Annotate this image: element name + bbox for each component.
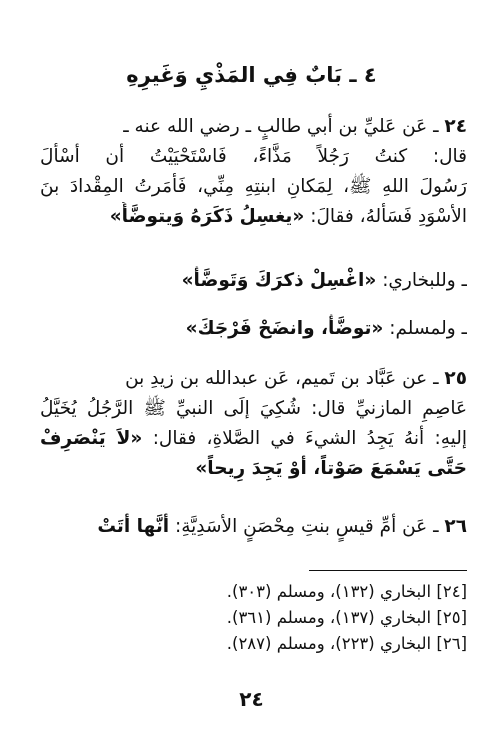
hadith-24-line-1 xyxy=(40,112,467,142)
hadith-24-line-3: رَسُولَ اللهِ ﷺ، لِمَكانِ ابنتِهِ مِنِّي، فَأمَرتُ المِقْدادَ بنَ xyxy=(40,176,467,197)
hadith-text: ـ عن عَبَّاد بن تَميم، عَن عبدالله بن زيدِ بن xyxy=(125,368,439,389)
page-number: ٢٤ xyxy=(239,687,264,711)
variant-quote: «توضَّأْ، وانضَحْ فَرْجَكَ» xyxy=(185,318,384,339)
hadith-number: ٢٤ xyxy=(444,116,467,137)
footnote-25: [٢٥] البخاري (١٣٧)، ومسلم (٣٦١). xyxy=(226,608,467,627)
hadith-text-bold: أنَّها أتَتْ xyxy=(97,516,170,537)
variant-prefix: ـ وللبخاري: xyxy=(382,270,467,291)
hadith-text: ـ عَن عَليِّ بن أبي طالبٍ ـ رضي الله عنه ـ xyxy=(123,116,439,137)
footnote-24: [٢٤] البخاري (١٣٢)، ومسلم (٣٠٣). xyxy=(226,582,467,601)
hadith-text: ـ عَن أمِّ قيسٍ بنتِ مِحْصَنٍ الأسَدِيَّةِ: xyxy=(175,516,439,537)
hadith-25-line-3 xyxy=(40,424,467,454)
hadith-number: ٢٥ xyxy=(444,368,467,389)
hadith-24-line-4 xyxy=(40,202,467,232)
variant-prefix: ـ ولمسلم: xyxy=(389,318,467,339)
hadith-25-line-1 xyxy=(40,364,467,394)
hadith-number: ٢٦ xyxy=(444,516,467,537)
hadith-26-line-1 xyxy=(40,512,467,542)
hadith-24-line-2: قال: كنتُ رَجُلاً مَذَّاءً، فَاسْتَحْيَيْتُ أن أسْألَ xyxy=(40,146,467,167)
footnote-26: [٢٦] البخاري (٢٢٣)، ومسلم (٢٨٧). xyxy=(226,634,467,653)
hadith-text: الأسْوَدِ فَسَألهُ، فقالَ: xyxy=(310,206,467,227)
hadith-25-line-4: حَتَّى يَسْمَعَ صَوْتاً، أوْ يَجِدَ رِيحاً» xyxy=(195,458,467,479)
variant-quote: «اغْسِلْ ذكرَكَ وَتَوضَّأْ» xyxy=(181,270,377,291)
chapter-title: ٤ ـ بَابٌ فِي المَذْيِ وَغَيرِهِ xyxy=(126,63,377,87)
hadith-quote: «لاَ يَنْصَرِفْ xyxy=(40,428,143,449)
footnote-separator xyxy=(309,570,467,571)
bukhari-variant xyxy=(40,266,467,296)
hadith-text: إليهِ: أنهُ يَجِدُ الشيءَ في الصَّلاةِ، فقال: xyxy=(152,428,467,449)
hadith-25-line-2: عَاصِمِ المازنيِّ قال: شُكِيَ إلَى النبيِّ ﷺ الرَّجُلُ يُخَيَّلُ xyxy=(40,398,467,419)
muslim-variant xyxy=(40,314,467,344)
hadith-quote: «يغسِلُ ذَكَرَهُ وَيتوضَّأُ» xyxy=(109,206,305,227)
